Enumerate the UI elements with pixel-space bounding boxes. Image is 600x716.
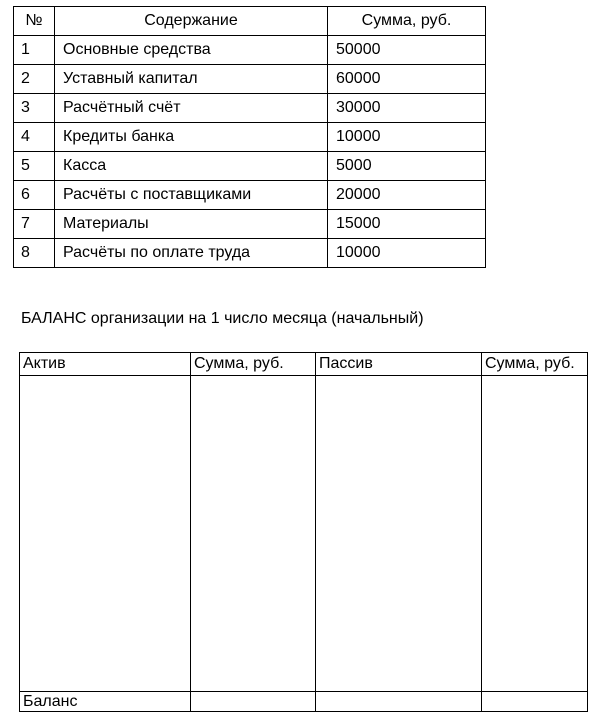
row-amount: 10000 bbox=[328, 239, 486, 268]
table-row bbox=[14, 210, 486, 239]
table-row bbox=[14, 181, 486, 210]
row-number: 6 bbox=[14, 181, 55, 210]
balance-footer-row bbox=[20, 692, 588, 712]
table-row bbox=[14, 65, 486, 94]
row-name: Уставный капитал bbox=[55, 65, 328, 94]
row-number: 3 bbox=[14, 94, 55, 123]
balance-total-label: Баланс bbox=[20, 692, 191, 712]
liabilities-cell bbox=[316, 376, 482, 692]
balance-liabilities-blank-cell bbox=[316, 692, 482, 712]
header-liabilities: Пассив bbox=[316, 353, 482, 376]
header-assets-amount: Сумма, руб. bbox=[191, 353, 316, 376]
accounts-table bbox=[13, 6, 486, 268]
header-assets: Актив bbox=[20, 353, 191, 376]
assets-amount-cell bbox=[191, 376, 316, 692]
row-number: 4 bbox=[14, 123, 55, 152]
row-amount: 20000 bbox=[328, 181, 486, 210]
accounts-table-header bbox=[14, 7, 486, 36]
balance-table-header bbox=[20, 353, 588, 376]
row-amount: 50000 bbox=[328, 36, 486, 65]
table-row bbox=[14, 94, 486, 123]
row-name: Касса bbox=[55, 152, 328, 181]
header-liabilities-amount: Сумма, руб. bbox=[482, 353, 588, 376]
balance-assets-total-cell bbox=[191, 692, 316, 712]
table-row bbox=[14, 152, 486, 181]
row-number: 8 bbox=[14, 239, 55, 268]
row-name: Расчётный счёт bbox=[55, 94, 328, 123]
balance-body-row bbox=[20, 376, 588, 692]
balance-liabilities-total-cell bbox=[482, 692, 588, 712]
liabilities-amount-cell bbox=[482, 376, 588, 692]
row-number: 7 bbox=[14, 210, 55, 239]
assets-cell bbox=[20, 376, 191, 692]
header-amount: Сумма, руб. bbox=[328, 7, 486, 36]
row-name: Материалы bbox=[55, 210, 328, 239]
table-row bbox=[14, 36, 486, 65]
table-row bbox=[14, 123, 486, 152]
row-number: 2 bbox=[14, 65, 55, 94]
row-name: Кредиты банка bbox=[55, 123, 328, 152]
balance-title: БАЛАНС организации на 1 число месяца (начальный) bbox=[21, 310, 424, 327]
row-name: Расчёты по оплате труда bbox=[55, 239, 328, 268]
row-number: 1 bbox=[14, 36, 55, 65]
row-amount: 30000 bbox=[328, 94, 486, 123]
header-number: № bbox=[14, 7, 55, 36]
row-number: 5 bbox=[14, 152, 55, 181]
row-amount: 10000 bbox=[328, 123, 486, 152]
row-name: Основные средства bbox=[55, 36, 328, 65]
row-amount: 15000 bbox=[328, 210, 486, 239]
row-amount: 5000 bbox=[328, 152, 486, 181]
header-content: Содержание bbox=[55, 7, 328, 36]
row-amount: 60000 bbox=[328, 65, 486, 94]
row-name: Расчёты с поставщиками bbox=[55, 181, 328, 210]
table-row bbox=[14, 239, 486, 268]
balance-table bbox=[19, 352, 588, 712]
